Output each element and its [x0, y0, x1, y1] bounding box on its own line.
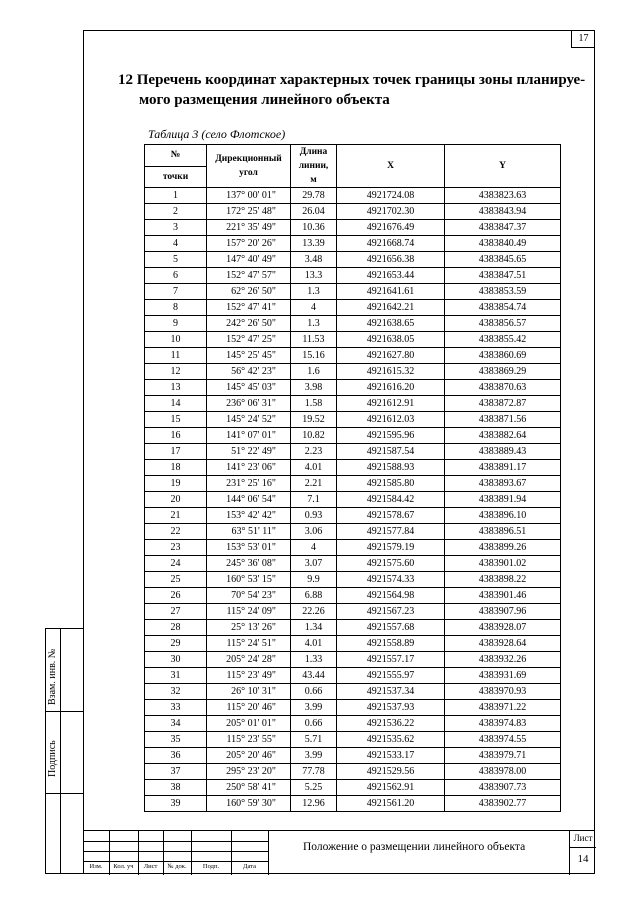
cell-y: 4383896.10: [445, 508, 561, 524]
cell-point: 33: [145, 700, 207, 716]
cell-angle: 145° 24' 52": [207, 412, 291, 428]
cell-y: 4383847.51: [445, 268, 561, 284]
cell-length: 0.66: [291, 716, 337, 732]
cell-angle: 160° 53' 15": [207, 572, 291, 588]
cell-x: 4921537.34: [337, 684, 445, 700]
cell-angle: 145° 25' 45": [207, 348, 291, 364]
cell-length: 4.01: [291, 636, 337, 652]
cell-point: 37: [145, 764, 207, 780]
cell-angle: 137° 00' 01": [207, 188, 291, 204]
table-row: [145, 748, 561, 764]
cell-point: 1: [145, 188, 207, 204]
table-row: [145, 252, 561, 268]
cell-x: 4921676.49: [337, 220, 445, 236]
cell-point: 31: [145, 668, 207, 684]
table-row: [145, 556, 561, 572]
cell-x: 4921535.62: [337, 732, 445, 748]
cell-length: 22.26: [291, 604, 337, 620]
cell-x: 4921561.20: [337, 796, 445, 812]
cell-length: 1.58: [291, 396, 337, 412]
cell-y: 4383899.26: [445, 540, 561, 556]
cell-y: 4383856.57: [445, 316, 561, 332]
table-row: [145, 412, 561, 428]
cell-angle: 115° 24' 51": [207, 636, 291, 652]
cell-point: 15: [145, 412, 207, 428]
cell-point: 35: [145, 732, 207, 748]
table-row: [145, 700, 561, 716]
title-block: [83, 830, 595, 874]
cell-angle: 221° 35' 49": [207, 220, 291, 236]
cell-point: 5: [145, 252, 207, 268]
cell-x: 4921579.19: [337, 540, 445, 556]
cell-angle: 26° 10' 31": [207, 684, 291, 700]
table-row: [145, 300, 561, 316]
table-row: [145, 604, 561, 620]
cell-point: 16: [145, 428, 207, 444]
cell-point: 27: [145, 604, 207, 620]
cell-x: 4921557.17: [337, 652, 445, 668]
cell-length: 19.52: [291, 412, 337, 428]
cell-point: 25: [145, 572, 207, 588]
cell-x: 4921638.05: [337, 332, 445, 348]
corner-page-number: 17: [571, 30, 595, 48]
cell-length: 4: [291, 300, 337, 316]
cell-x: 4921668.74: [337, 236, 445, 252]
cell-length: 3.99: [291, 748, 337, 764]
cell-point: 38: [145, 780, 207, 796]
cell-angle: 144° 06' 54": [207, 492, 291, 508]
cell-y: 4383978.00: [445, 764, 561, 780]
cell-point: 2: [145, 204, 207, 220]
cell-length: 9.9: [291, 572, 337, 588]
cell-x: 4921537.93: [337, 700, 445, 716]
sheet-label: Лист: [570, 833, 596, 848]
cell-point: 39: [145, 796, 207, 812]
cell-length: 7.1: [291, 492, 337, 508]
cell-y: 4383869.29: [445, 364, 561, 380]
cell-x: 4921627.80: [337, 348, 445, 364]
cell-point: 20: [145, 492, 207, 508]
cell-point: 17: [145, 444, 207, 460]
cell-angle: 157° 20' 26": [207, 236, 291, 252]
side-stamp: [45, 628, 83, 874]
cell-y: 4383847.37: [445, 220, 561, 236]
cell-point: 23: [145, 540, 207, 556]
cell-point: 13: [145, 380, 207, 396]
cell-y: 4383891.94: [445, 492, 561, 508]
cell-x: 4921595.96: [337, 428, 445, 444]
cell-length: 1.6: [291, 364, 337, 380]
cell-x: 4921587.54: [337, 444, 445, 460]
table-row: [145, 188, 561, 204]
side-label-signature: Подпись: [47, 740, 58, 777]
cell-x: 4921612.91: [337, 396, 445, 412]
table-row: [145, 732, 561, 748]
cell-point: 22: [145, 524, 207, 540]
cell-y: 4383928.07: [445, 620, 561, 636]
cell-length: 0.66: [291, 684, 337, 700]
tb-col-sheet: Лист: [143, 863, 158, 870]
cell-y: 4383854.74: [445, 300, 561, 316]
cell-angle: 25° 13' 26": [207, 620, 291, 636]
table-row: [145, 652, 561, 668]
table-row: [145, 572, 561, 588]
cell-x: 4921574.33: [337, 572, 445, 588]
sheet-box: [569, 831, 595, 875]
cell-length: 3.48: [291, 252, 337, 268]
table-row: [145, 620, 561, 636]
cell-length: 3.99: [291, 700, 337, 716]
cell-y: 4383870.63: [445, 380, 561, 396]
table-row: [145, 684, 561, 700]
cell-length: 1.3: [291, 284, 337, 300]
cell-point: 29: [145, 636, 207, 652]
cell-point: 30: [145, 652, 207, 668]
cell-angle: 56° 42' 23": [207, 364, 291, 380]
cell-y: 4383871.56: [445, 412, 561, 428]
cell-y: 4383843.94: [445, 204, 561, 220]
table-row: [145, 380, 561, 396]
header-line-length: Длина линии, м: [291, 145, 337, 188]
table-row: [145, 460, 561, 476]
cell-length: 15.16: [291, 348, 337, 364]
cell-angle: 152° 47' 41": [207, 300, 291, 316]
cell-y: 4383853.59: [445, 284, 561, 300]
cell-y: 4383891.17: [445, 460, 561, 476]
cell-point: 8: [145, 300, 207, 316]
cell-point: 9: [145, 316, 207, 332]
cell-x: 4921575.60: [337, 556, 445, 572]
cell-angle: 250° 58' 41": [207, 780, 291, 796]
cell-x: 4921616.20: [337, 380, 445, 396]
cell-y: 4383931.69: [445, 668, 561, 684]
cell-angle: 242° 26' 50": [207, 316, 291, 332]
cell-length: 6.88: [291, 588, 337, 604]
tb-col-signature: Подп.: [202, 863, 220, 870]
cell-x: 4921584.42: [337, 492, 445, 508]
cell-length: 5.71: [291, 732, 337, 748]
cell-x: 4921642.21: [337, 300, 445, 316]
table-row: [145, 716, 561, 732]
cell-angle: 115° 24' 09": [207, 604, 291, 620]
cell-point: 26: [145, 588, 207, 604]
cell-y: 4383860.69: [445, 348, 561, 364]
side-label-replacement: Взам. инв. №: [47, 648, 58, 705]
cell-length: 0.93: [291, 508, 337, 524]
cell-angle: 245° 36' 08": [207, 556, 291, 572]
cell-length: 43.44: [291, 668, 337, 684]
header-point-label: точки: [145, 166, 207, 188]
table-row: [145, 236, 561, 252]
cell-y: 4383901.02: [445, 556, 561, 572]
table-row: [145, 636, 561, 652]
table-row: [145, 348, 561, 364]
cell-length: 1.33: [291, 652, 337, 668]
cell-y: 4383907.73: [445, 780, 561, 796]
cell-point: 36: [145, 748, 207, 764]
cell-angle: 205° 01' 01": [207, 716, 291, 732]
table-row: [145, 796, 561, 812]
table-row: [145, 332, 561, 348]
cell-y: 4383872.87: [445, 396, 561, 412]
cell-angle: 172° 25' 48": [207, 204, 291, 220]
table-row: [145, 780, 561, 796]
cell-length: 2.21: [291, 476, 337, 492]
cell-angle: 141° 23' 06": [207, 460, 291, 476]
cell-x: 4921612.03: [337, 412, 445, 428]
table-row: [145, 476, 561, 492]
cell-y: 4383889.43: [445, 444, 561, 460]
cell-x: 4921585.80: [337, 476, 445, 492]
cell-length: 13.39: [291, 236, 337, 252]
cell-y: 4383823.63: [445, 188, 561, 204]
cell-x: 4921578.67: [337, 508, 445, 524]
cell-x: 4921702.30: [337, 204, 445, 220]
cell-angle: 115° 20' 46": [207, 700, 291, 716]
cell-length: 2.23: [291, 444, 337, 460]
cell-y: 4383971.22: [445, 700, 561, 716]
cell-y: 4383974.55: [445, 732, 561, 748]
table-row: [145, 524, 561, 540]
cell-point: 18: [145, 460, 207, 476]
cell-x: 4921529.56: [337, 764, 445, 780]
header-x: X: [337, 145, 445, 188]
cell-angle: 152° 47' 25": [207, 332, 291, 348]
cell-y: 4383882.64: [445, 428, 561, 444]
cell-point: 34: [145, 716, 207, 732]
cell-x: 4921638.65: [337, 316, 445, 332]
cell-angle: 141° 07' 01": [207, 428, 291, 444]
cell-x: 4921641.61: [337, 284, 445, 300]
cell-angle: 295° 23' 20": [207, 764, 291, 780]
table-row: [145, 540, 561, 556]
sheet-number: 14: [577, 853, 589, 865]
cell-length: 4.01: [291, 460, 337, 476]
cell-angle: 63° 51' 11": [207, 524, 291, 540]
header-point-number: №: [145, 145, 207, 167]
cell-point: 12: [145, 364, 207, 380]
cell-length: 12.96: [291, 796, 337, 812]
cell-point: 4: [145, 236, 207, 252]
cell-point: 28: [145, 620, 207, 636]
cell-x: 4921656.38: [337, 252, 445, 268]
cell-y: 4383898.22: [445, 572, 561, 588]
cell-x: 4921653.44: [337, 268, 445, 284]
header-direction-angle: Дирекционный угол: [207, 145, 291, 188]
table-row: [145, 204, 561, 220]
cell-angle: 145° 45' 03": [207, 380, 291, 396]
table-caption: Таблица 3 (село Флотское): [148, 127, 286, 141]
cell-length: 3.07: [291, 556, 337, 572]
cell-y: 4383970.93: [445, 684, 561, 700]
cell-x: 4921564.98: [337, 588, 445, 604]
cell-y: 4383928.64: [445, 636, 561, 652]
cell-y: 4383855.42: [445, 332, 561, 348]
cell-point: 32: [145, 684, 207, 700]
cell-length: 29.78: [291, 188, 337, 204]
cell-length: 3.98: [291, 380, 337, 396]
cell-angle: 160° 59' 30": [207, 796, 291, 812]
cell-point: 14: [145, 396, 207, 412]
table-row: [145, 444, 561, 460]
cell-y: 4383979.71: [445, 748, 561, 764]
cell-length: 3.06: [291, 524, 337, 540]
cell-y: 4383840.49: [445, 236, 561, 252]
table-row: [145, 764, 561, 780]
cell-x: 4921533.17: [337, 748, 445, 764]
cell-y: 4383845.65: [445, 252, 561, 268]
cell-length: 1.34: [291, 620, 337, 636]
table-row: [145, 220, 561, 236]
cell-length: 26.04: [291, 204, 337, 220]
cell-length: 1.3: [291, 316, 337, 332]
cell-point: 21: [145, 508, 207, 524]
cell-x: 4921615.32: [337, 364, 445, 380]
cell-point: 11: [145, 348, 207, 364]
table-row: [145, 268, 561, 284]
table-row: [145, 396, 561, 412]
cell-length: 5.25: [291, 780, 337, 796]
cell-angle: 205° 20' 46": [207, 748, 291, 764]
cell-angle: 152° 47' 57": [207, 268, 291, 284]
cell-angle: 115° 23' 55": [207, 732, 291, 748]
table-row: [145, 316, 561, 332]
cell-angle: 51° 22' 49": [207, 444, 291, 460]
cell-length: 10.36: [291, 220, 337, 236]
cell-x: 4921555.97: [337, 668, 445, 684]
tb-col-count: Кол. уч: [113, 863, 134, 870]
cell-y: 4383893.67: [445, 476, 561, 492]
cell-x: 4921536.22: [337, 716, 445, 732]
cell-point: 10: [145, 332, 207, 348]
cell-x: 4921562.91: [337, 780, 445, 796]
cell-angle: 236° 06' 31": [207, 396, 291, 412]
cell-length: 11.53: [291, 332, 337, 348]
cell-y: 4383932.26: [445, 652, 561, 668]
cell-x: 4921557.68: [337, 620, 445, 636]
cell-point: 7: [145, 284, 207, 300]
title-block-grid: [83, 831, 268, 875]
cell-angle: 153° 42' 42": [207, 508, 291, 524]
cell-y: 4383901.46: [445, 588, 561, 604]
cell-x: 4921558.89: [337, 636, 445, 652]
cell-point: 3: [145, 220, 207, 236]
cell-x: 4921588.93: [337, 460, 445, 476]
cell-length: 13.3: [291, 268, 337, 284]
table-row: [145, 364, 561, 380]
table-row: [145, 492, 561, 508]
cell-point: 6: [145, 268, 207, 284]
cell-length: 77.78: [291, 764, 337, 780]
cell-length: 4: [291, 540, 337, 556]
cell-x: 4921724.08: [337, 188, 445, 204]
cell-angle: 205° 24' 28": [207, 652, 291, 668]
table-row: [145, 508, 561, 524]
table-row: [145, 588, 561, 604]
cell-x: 4921577.84: [337, 524, 445, 540]
cell-angle: 231° 25' 16": [207, 476, 291, 492]
tb-col-doc-number: № док.: [167, 863, 187, 870]
cell-length: 10.82: [291, 428, 337, 444]
header-y: Y: [445, 145, 561, 188]
section-heading: 12 Перечень координат характерных точек границы зоны планируе- мого размещения линейного объекта: [118, 72, 586, 108]
table-row: [145, 284, 561, 300]
cell-angle: 62° 26' 50": [207, 284, 291, 300]
cell-x: 4921567.23: [337, 604, 445, 620]
cell-angle: 153° 53' 01": [207, 540, 291, 556]
table-row: [145, 428, 561, 444]
cell-y: 4383896.51: [445, 524, 561, 540]
cell-y: 4383974.83: [445, 716, 561, 732]
cell-angle: 115° 23' 49": [207, 668, 291, 684]
cell-angle: 70° 54' 23": [207, 588, 291, 604]
tb-col-change: Изм.: [89, 863, 103, 870]
cell-angle: 147° 40' 49": [207, 252, 291, 268]
cell-point: 24: [145, 556, 207, 572]
document-title: Положение о размещении линейного объекта: [303, 841, 526, 853]
cell-y: 4383907.96: [445, 604, 561, 620]
tb-col-date: Дата: [243, 863, 256, 870]
table-row: [145, 668, 561, 684]
cell-point: 19: [145, 476, 207, 492]
coordinates-table: [144, 144, 561, 812]
cell-y: 4383902.77: [445, 796, 561, 812]
